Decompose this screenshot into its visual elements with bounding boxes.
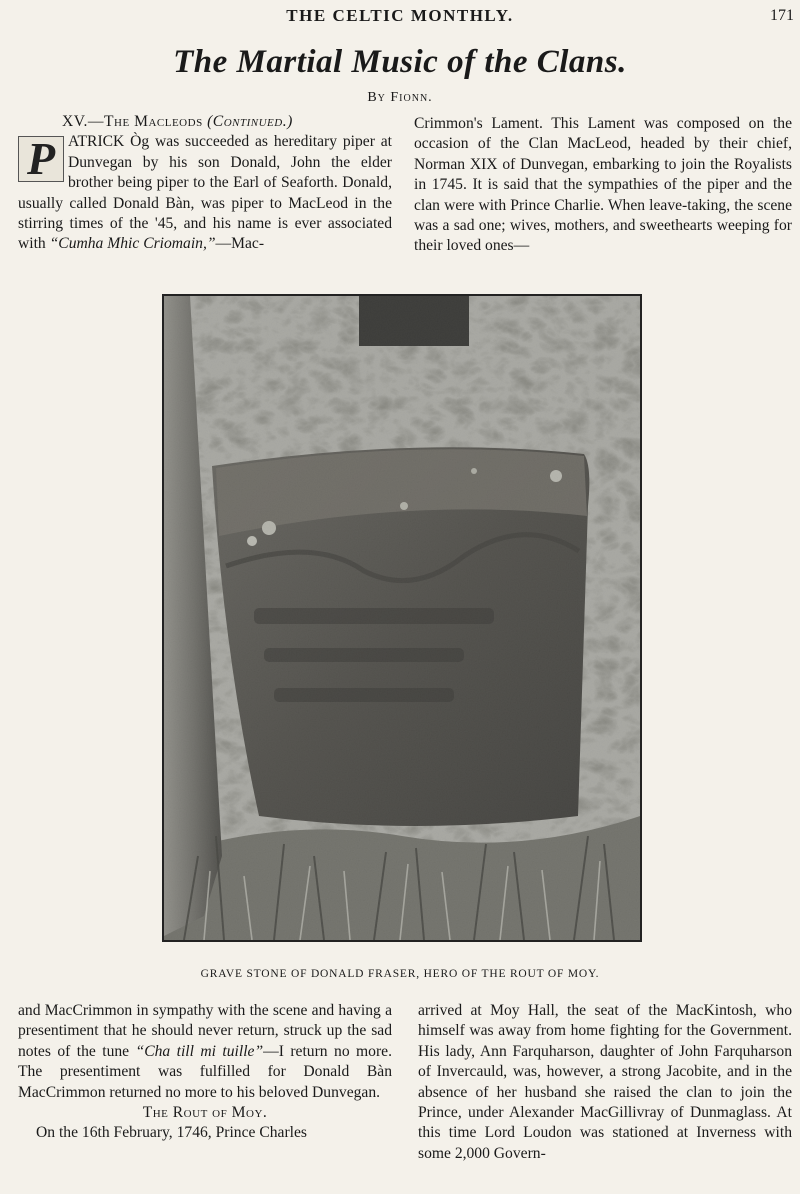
column-right-bottom <box>418 1001 792 1164</box>
byline-author: Fionn. <box>390 90 433 105</box>
section-number: XV.— <box>62 113 105 130</box>
article-title: The Martial Music of the Clans. <box>173 44 627 80</box>
section-continued: (Continued.) <box>207 113 293 130</box>
paragraph-moy-hall: arrived at Moy Hall, the seat of the MacKintosh, who himself was away from home fighting for the Government. His lady, Ann Farquharson, daughter of John Farquharson of Invercauld, was, however, a strong Jacobite, and in the absence of her husband she raised the clan to join the Prince, under Alexander MacGillivray of Dunmaglass. At this time Lord Loudon was stationed at Inverness with some 2,000 Govern- <box>418 1002 792 1162</box>
opening-text: ATRICK Òg was succeeded as hereditary piper at Dunvegan by his son Donald, John the elder brother being piper to the Earl of Seaforth. Donald, usually called Donald Bàn, was piper to MacLeod in the stirring times of the '45, and his name is ever associated with <box>18 133 392 253</box>
lament-title: “Cumha Mhic Criomain,” <box>49 235 216 253</box>
paragraph-presentiment <box>18 1001 392 1103</box>
byline-prefix: By <box>367 90 386 105</box>
presentiment-text: and MacCrimmon in sympathy with the scene and having a presentiment that he should never return, struck up the sad notes of the tune <box>18 1002 392 1060</box>
running-title: THE CELTIC MONTHLY. <box>286 6 514 25</box>
presentiment-text-end: —I return no more. The presentiment was fulfilled for Donald Bàn MacCrimmon returned no more to his beloved Dunvegan. <box>18 1042 392 1101</box>
figure-caption: GRAVE STONE OF DONALD FRASER, HERO OF THE ROUT OF MOY. <box>200 968 600 980</box>
dropcap-letter: P <box>18 136 64 182</box>
column-right-top <box>414 114 792 257</box>
byline <box>0 90 800 106</box>
section-heading <box>18 112 392 132</box>
paragraph-opening <box>18 132 392 254</box>
subheading-rout-of-moy: The Rout of Moy. <box>142 1104 268 1122</box>
column-left-bottom <box>18 1001 392 1144</box>
paragraph-rout-start: On the 16th February, 1746, Prince Charles <box>36 1124 307 1142</box>
column-left-top <box>18 112 392 255</box>
gravestone-photo <box>162 294 642 942</box>
section-title: The Macleods <box>104 113 203 130</box>
page-number: 171 <box>770 7 794 24</box>
running-head <box>0 6 800 28</box>
gravestone-photo-illustration <box>164 296 640 940</box>
tune-title: “Cha till mi tuille” <box>135 1042 264 1060</box>
opening-text-end: —Mac- <box>215 235 265 253</box>
paragraph-lament: Crimmon's Lament. This Lament was composed on the occasion of the Clan MacLeod, headed by their chief, Norman XIX of Dunvegan, embarking to join the Royalists in 1745. It is said that the sympathies of the piper and the clan were with Prince Charlie. When leave-taking, the scene was a sad one; wives, mothers, and sweethearts weeping for their loved ones— <box>414 115 792 255</box>
